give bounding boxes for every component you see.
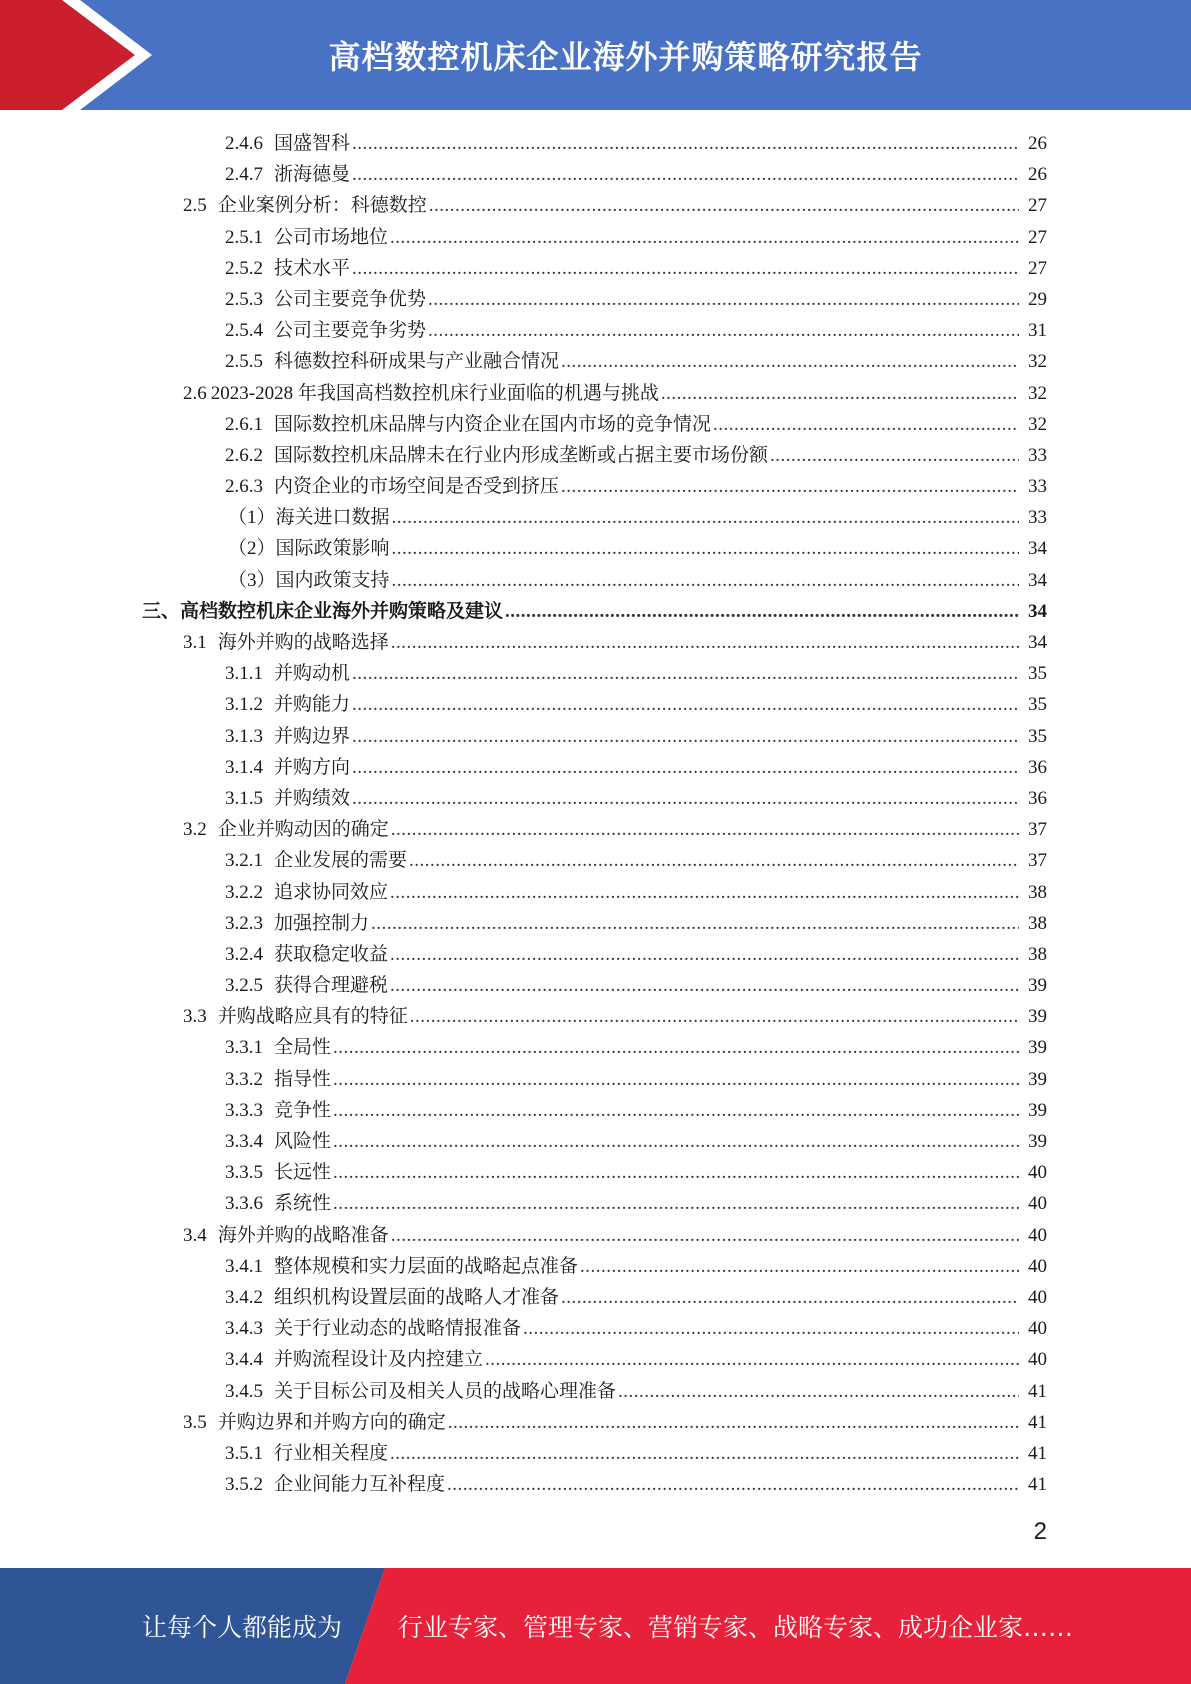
toc-entry[interactable] (0, 1438, 1191, 1469)
toc-entry[interactable] (0, 1313, 1191, 1344)
toc-entry-title: 内资企业的市场空间是否受到挤压 (274, 476, 560, 498)
toc-entry-page: 27 (1028, 226, 1047, 248)
toc-entry-title: 并购边界和并购方向的确定 (217, 1411, 446, 1433)
toc-entry-number: 3.1.2 (225, 694, 263, 716)
toc-dot-leader (371, 908, 1019, 939)
toc-entry-title: 国际数控机床品牌未在行业内形成垄断或占据主要市场份额 (274, 444, 769, 466)
toc-dot-leader (352, 159, 1019, 190)
toc-entry-page: 35 (1028, 725, 1047, 747)
toc-entry[interactable] (0, 565, 1191, 596)
toc-entry-page: 38 (1028, 881, 1047, 903)
toc-entry-number: 2.5 (183, 195, 207, 217)
toc-entry-number: 3.4 (183, 1224, 207, 1246)
toc-entry-title: 科德数控科研成果与产业融合情况 (274, 351, 560, 373)
toc-entry-page: 40 (1028, 1255, 1047, 1277)
toc-entry-number: 3.3.1 (225, 1037, 263, 1059)
page-header (0, 0, 1191, 110)
toc-entry-page: 38 (1028, 912, 1047, 934)
toc-entry[interactable] (0, 970, 1191, 1001)
toc-dot-leader (333, 1064, 1019, 1095)
toc-entry-page: 32 (1028, 351, 1047, 373)
toc-entry[interactable] (0, 284, 1191, 315)
toc-entry[interactable] (0, 1469, 1191, 1500)
toc-entry[interactable] (0, 1064, 1191, 1095)
toc-entry-page: 40 (1028, 1224, 1047, 1246)
toc-entry[interactable] (0, 1251, 1191, 1282)
toc-dot-leader (505, 596, 1019, 627)
toc-entry-page: 34 (1028, 632, 1047, 653)
toc-entry-page: 39 (1028, 1037, 1047, 1059)
toc-entry[interactable] (0, 783, 1191, 814)
toc-entry[interactable] (0, 689, 1191, 720)
toc-entry-number: 2.6.1 (225, 413, 263, 435)
toc-entry[interactable] (0, 1344, 1191, 1375)
footer-roles: 行业专家、管理专家、营销专家、战略专家、成功企业家…… (398, 1613, 1074, 1642)
toc-entry[interactable] (0, 627, 1191, 658)
toc-entry-title: 行业相关程度 (274, 1442, 389, 1464)
toc-entry-number: 2.4.7 (225, 164, 263, 186)
toc-entry-title: 公司主要竞争优势 (274, 288, 427, 310)
toc-entry-title: 并购动机 (274, 663, 351, 685)
toc-entry-page: 33 (1028, 476, 1047, 498)
toc-dot-leader (392, 533, 1019, 564)
toc-entry-number: 3.3.3 (225, 1099, 263, 1121)
toc-dot-leader (409, 845, 1019, 876)
toc-entry-page: 39 (1028, 1068, 1047, 1090)
toc-dot-leader (391, 814, 1019, 845)
toc-entry-number: 3.4.1 (225, 1255, 263, 1277)
toc-dot-leader (352, 689, 1019, 720)
toc-entry-number: 3.1.4 (225, 756, 263, 778)
toc-entry-title: 获取稳定收益 (274, 943, 389, 965)
toc-entry-page: 32 (1028, 413, 1047, 435)
toc-entry-title: 技术水平 (274, 257, 351, 279)
toc-entry-title: 国内政策支持 (275, 569, 390, 591)
toc-entry-number: 3.3 (183, 1006, 207, 1028)
toc-entry[interactable] (0, 658, 1191, 689)
toc-dot-leader (428, 315, 1019, 346)
toc-entry[interactable] (0, 1407, 1191, 1438)
toc-entry-title: 公司市场地位 (274, 226, 389, 248)
toc-entry-number: 3.5 (183, 1411, 207, 1433)
report-title: 高档数控机床企业海外并购策略研究报告 (328, 38, 923, 76)
page-footer (0, 1568, 1191, 1684)
toc-entry-number: 2.4.6 (225, 133, 263, 154)
toc-entry-title: 国际政策影响 (275, 538, 390, 560)
toc-entry-page: 33 (1028, 444, 1047, 466)
toc-entry[interactable] (0, 939, 1191, 970)
toc-entry[interactable] (0, 190, 1191, 221)
toc-entry[interactable] (0, 1220, 1191, 1251)
toc-dot-leader (392, 502, 1019, 533)
toc-entry-number: 2.5.1 (225, 226, 263, 248)
toc-entry-page: 36 (1028, 787, 1047, 809)
toc-entry-number: 2.5.2 (225, 257, 263, 279)
toc-entry[interactable] (0, 845, 1191, 876)
toc-entry[interactable] (0, 502, 1191, 533)
toc-entry[interactable] (0, 814, 1191, 845)
toc-entry[interactable] (0, 440, 1191, 471)
toc-entry[interactable] (0, 378, 1191, 409)
toc-entry-title: 并购能力 (274, 694, 351, 716)
toc-dot-leader (561, 471, 1019, 502)
toc-entry[interactable] (0, 1095, 1191, 1126)
toc-entry-title: 系统性 (274, 1193, 332, 1215)
toc-entry-number: （3） (228, 569, 276, 591)
toc-entry-title: 企业并购动因的确定 (217, 819, 389, 841)
toc-dot-leader (333, 1095, 1019, 1126)
toc-dot-leader (485, 1344, 1019, 1375)
toc-dot-leader (352, 658, 1019, 689)
toc-entry[interactable] (0, 1376, 1191, 1407)
toc-dot-leader (429, 190, 1019, 221)
toc-dot-leader (713, 409, 1019, 440)
toc-dot-leader (333, 1126, 1019, 1157)
toc-entry-title: 企业发展的需要 (274, 850, 408, 872)
toc-entry-title: 海关进口数据 (275, 507, 390, 529)
toc-entry-number: （2） (228, 538, 276, 560)
toc-entry-title: 并购方向 (274, 756, 351, 778)
footer-slogan: 让每个人都能成为 (142, 1613, 343, 1642)
toc-dot-leader (352, 783, 1019, 814)
toc-entry-page: 32 (1028, 382, 1047, 404)
toc-entry-title: 追求协同效应 (274, 881, 389, 903)
toc-dot-leader (447, 1469, 1019, 1500)
toc-entry-page: 26 (1028, 133, 1047, 154)
toc-entry-title: 浙海德曼 (274, 164, 351, 186)
toc-entry-number: 2.5.3 (225, 288, 263, 310)
toc-dot-leader (580, 1251, 1019, 1282)
toc-dot-leader (448, 1407, 1019, 1438)
toc-entry-page: 31 (1028, 320, 1047, 342)
toc-entry-title: 企业间能力互补程度 (274, 1474, 446, 1496)
toc-entry-page: 40 (1028, 1349, 1047, 1371)
toc-entry-title: 海外并购的战略选择 (217, 632, 389, 653)
toc-entry-title: 公司主要竞争劣势 (274, 320, 427, 342)
toc-entry-title: 国际数控机床品牌与内资企业在国内市场的竞争情况 (274, 413, 712, 435)
toc-entry-number: 2.6.3 (225, 476, 263, 498)
toc-entry-title: 企业案例分析：科德数控 (217, 195, 427, 217)
toc-dot-leader (428, 284, 1019, 315)
toc-entry-number: 3.1.5 (225, 787, 263, 809)
toc-entry-page: 41 (1028, 1474, 1047, 1496)
page-number: 2 (1033, 1518, 1047, 1545)
toc-entry-number: 3.5.2 (225, 1474, 263, 1496)
toc-entry-title: 关于行业动态的战略情报准备 (274, 1318, 522, 1340)
toc-entry-number: 3.4.3 (225, 1318, 263, 1340)
toc-entry[interactable] (0, 533, 1191, 564)
toc-dot-leader (333, 1032, 1019, 1063)
toc-entry-number: 3.2 (183, 819, 207, 841)
toc-entry-page: 39 (1028, 1006, 1047, 1028)
toc-entry-number: 3.1.1 (225, 663, 263, 685)
toc-entry-number: 3.3.2 (225, 1068, 263, 1090)
toc-entry-number: 2.6 (183, 382, 207, 404)
toc-entry-number: 3.1.3 (225, 725, 263, 747)
toc-entry-page: 35 (1028, 663, 1047, 685)
toc-entry-number: 三、 (142, 600, 181, 622)
toc-entry[interactable] (0, 1188, 1191, 1219)
toc-entry-title: 获得合理避税 (274, 975, 389, 997)
toc-entry-page: 37 (1028, 819, 1047, 841)
toc-entry-number: 2.5.4 (225, 320, 263, 342)
toc-entry[interactable] (0, 1032, 1191, 1063)
toc-dot-leader (390, 970, 1019, 1001)
toc-entry-title: 并购流程设计及内控建立 (274, 1349, 484, 1371)
toc-entry-number: 3.2.4 (225, 943, 263, 965)
toc-entry-number: 3.2.1 (225, 850, 263, 872)
toc-entry-number: 3.4.4 (225, 1349, 263, 1371)
toc-entry-page: 39 (1028, 975, 1047, 997)
toc-entry-number: 2.6.2 (225, 444, 263, 466)
toc-dot-leader (352, 253, 1019, 284)
toc-entry-number: 3.5.1 (225, 1442, 263, 1464)
toc-entry-number: 3.3.6 (225, 1193, 263, 1215)
toc-entry[interactable] (0, 1282, 1191, 1313)
toc-dot-leader (352, 128, 1019, 159)
toc-entry-number: 3.4.5 (225, 1380, 263, 1402)
toc-entry-number: （1） (228, 507, 276, 529)
toc-entry[interactable] (0, 721, 1191, 752)
toc-entry[interactable] (0, 1126, 1191, 1157)
toc-entry-title: 关于目标公司及相关人员的战略心理准备 (274, 1380, 617, 1402)
toc-dot-leader (391, 627, 1019, 658)
toc-entry-number: 3.3.5 (225, 1162, 263, 1184)
toc-dot-leader (390, 222, 1019, 253)
toc-entry-page: 40 (1028, 1193, 1047, 1215)
toc-entry[interactable] (0, 128, 1191, 159)
toc-entry-number: 3.2.3 (225, 912, 263, 934)
toc-dot-leader (523, 1313, 1019, 1344)
toc-dot-leader (390, 939, 1019, 970)
toc-entry-page: 37 (1028, 850, 1047, 872)
toc-dot-leader (618, 1376, 1019, 1407)
toc-entry-page: 27 (1028, 195, 1047, 217)
toc-entry-title: 竞争性 (274, 1099, 332, 1121)
toc-entry-number: 2.5.5 (225, 351, 263, 373)
toc-entry[interactable] (0, 908, 1191, 939)
toc-dot-leader (333, 1157, 1019, 1188)
toc-entry-page: 34 (1028, 538, 1047, 560)
toc-entry-number: 3.2.2 (225, 881, 263, 903)
toc-entry-page: 38 (1028, 943, 1047, 965)
toc-entry-title: 并购绩效 (274, 787, 351, 809)
toc-entry-title: 国盛智科 (274, 133, 351, 154)
toc-entry[interactable] (0, 346, 1191, 377)
toc-entry[interactable] (0, 1157, 1191, 1188)
toc-entry-page: 36 (1028, 756, 1047, 778)
toc-entry-number: 3.2.5 (225, 975, 263, 997)
toc-entry-title: 2023-2028 年我国高档数控机床行业面临的机遇与挑战 (210, 382, 659, 404)
toc-entry-page: 33 (1028, 507, 1047, 529)
toc-dot-leader (770, 440, 1019, 471)
toc-dot-leader (561, 346, 1019, 377)
toc-entry-page: 39 (1028, 1099, 1047, 1121)
toc-entry-title: 整体规模和实力层面的战略起点准备 (274, 1255, 579, 1277)
toc-entry-page: 34 (1028, 569, 1047, 591)
toc-dot-leader (390, 877, 1019, 908)
toc-entry-title: 高档数控机床企业海外并购策略及建议 (180, 600, 504, 622)
toc-entry-page: 40 (1028, 1286, 1047, 1308)
toc-entry-page: 40 (1028, 1162, 1047, 1184)
toc-entry-title: 全局性 (274, 1037, 332, 1059)
toc-dot-leader (352, 721, 1019, 752)
toc-dot-leader (333, 1188, 1019, 1219)
toc-entry-title: 指导性 (274, 1068, 332, 1090)
toc-entry-title: 并购战略应具有的特征 (217, 1006, 408, 1028)
toc-entry-page: 41 (1028, 1380, 1047, 1402)
toc-entry-title: 长远性 (274, 1162, 332, 1184)
toc-entry-title: 并购边界 (274, 725, 351, 747)
toc-entry-page: 27 (1028, 257, 1047, 279)
toc-dot-leader (661, 378, 1019, 409)
toc-entry-number: 3.4.2 (225, 1286, 263, 1308)
toc-entry[interactable] (0, 752, 1191, 783)
toc-entry-number: 3.3.4 (225, 1131, 263, 1152)
toc-entry[interactable] (0, 253, 1191, 284)
toc-entry[interactable] (0, 596, 1191, 627)
toc-entry[interactable] (0, 315, 1191, 346)
toc-dot-leader (392, 565, 1019, 596)
toc-entry-title: 加强控制力 (274, 912, 370, 934)
toc-entry[interactable] (0, 471, 1191, 502)
toc-entry-title: 海外并购的战略准备 (217, 1224, 389, 1246)
toc-entry-page: 40 (1028, 1318, 1047, 1340)
toc-entry-title: 风险性 (274, 1131, 332, 1152)
toc-entry[interactable] (0, 1001, 1191, 1032)
toc-entry-title: 组织机构设置层面的战略人才准备 (274, 1286, 560, 1308)
toc-entry-page: 41 (1028, 1442, 1047, 1464)
toc-entry-page: 41 (1028, 1411, 1047, 1433)
toc-dot-leader (352, 752, 1019, 783)
table-of-contents (0, 128, 1191, 1500)
toc-entry-page: 35 (1028, 694, 1047, 716)
toc-dot-leader (561, 1282, 1019, 1313)
toc-entry-number: 3.1 (183, 632, 207, 653)
toc-entry[interactable] (0, 222, 1191, 253)
toc-entry[interactable] (0, 159, 1191, 190)
toc-entry-page: 29 (1028, 288, 1047, 310)
toc-dot-leader (391, 1220, 1019, 1251)
toc-entry[interactable] (0, 877, 1191, 908)
toc-entry-page: 34 (1028, 600, 1047, 622)
toc-entry-page: 26 (1028, 164, 1047, 186)
toc-dot-leader (390, 1438, 1019, 1469)
toc-entry[interactable] (0, 409, 1191, 440)
toc-entry-page: 39 (1028, 1131, 1047, 1152)
toc-dot-leader (410, 1001, 1019, 1032)
